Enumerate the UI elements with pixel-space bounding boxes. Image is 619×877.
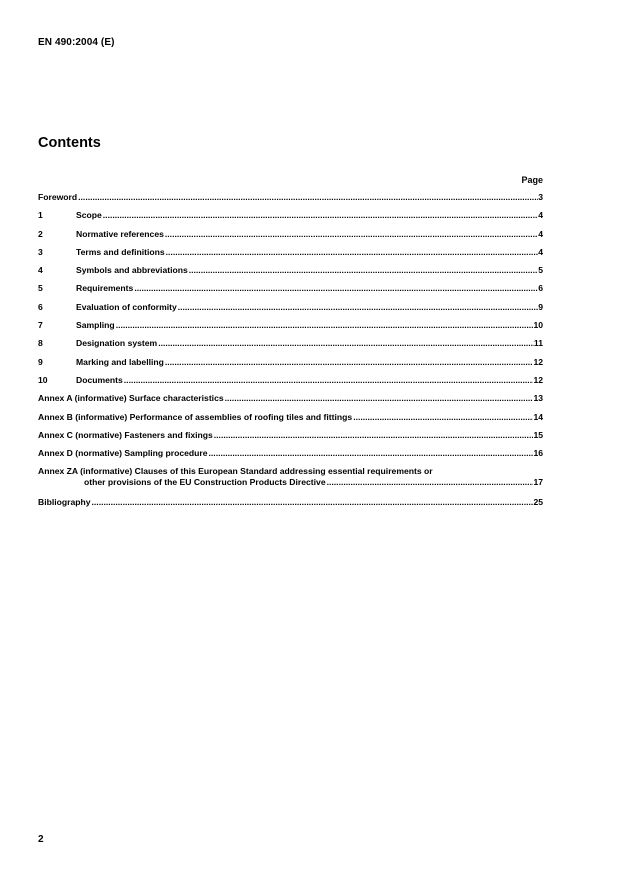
toc-leader-dots xyxy=(166,247,539,257)
toc-entry-page: 10 xyxy=(533,320,543,331)
toc-entry-number: 1 xyxy=(38,210,43,221)
toc-entry-annex-d[interactable] xyxy=(38,448,543,466)
toc-entry-title: Annex D (normative) Sampling procedure xyxy=(38,448,208,459)
toc-entry-title: Foreword xyxy=(38,192,78,202)
toc-entry-annex-c[interactable] xyxy=(38,430,543,448)
toc-entry-title: Annex C (normative) Fasteners and fixings xyxy=(38,429,213,440)
toc-entry-page: 17 xyxy=(533,477,543,488)
toc-entry-sampling[interactable] xyxy=(38,320,543,338)
toc-entry-number: 9 xyxy=(38,356,43,367)
toc-entry-number: 4 xyxy=(38,265,43,276)
toc-entry-title: Marking and labelling xyxy=(76,356,164,367)
toc-entry-title: Terms and definitions xyxy=(76,246,165,257)
toc-entry-title-block xyxy=(38,466,543,488)
toc-entry-page: 6 xyxy=(538,283,543,294)
toc-entry-title: Requirements xyxy=(76,283,134,294)
toc-entry-page: 15 xyxy=(533,429,543,440)
toc-entry-evaluation-of-conformity[interactable] xyxy=(38,302,543,320)
toc-entry-page: 4 xyxy=(538,246,543,257)
toc-leader-dots xyxy=(327,477,534,488)
toc-entry-number: 6 xyxy=(38,301,43,312)
toc-entry-page: 5 xyxy=(538,265,543,276)
toc-leader-dots xyxy=(189,265,538,275)
toc-entry-title-line2-row xyxy=(38,477,543,488)
toc-entry-designation-system[interactable] xyxy=(38,338,543,356)
toc-entry-title: Bibliography xyxy=(38,497,91,508)
toc-leader-dots xyxy=(225,393,534,403)
toc-entry-page: 3 xyxy=(538,192,543,202)
toc-entry-symbols-and-abbreviations[interactable] xyxy=(38,265,543,283)
table-of-contents xyxy=(38,192,543,516)
toc-leader-dots xyxy=(124,375,534,385)
toc-leader-dots xyxy=(214,430,534,440)
toc-leader-dots xyxy=(92,497,534,507)
toc-leader-dots xyxy=(178,302,538,312)
toc-entry-normative-references[interactable] xyxy=(38,229,543,247)
toc-leader-dots xyxy=(165,229,538,239)
toc-entry-documents[interactable] xyxy=(38,375,543,393)
toc-leader-dots xyxy=(165,357,534,367)
toc-entry-title: Normative references xyxy=(76,228,164,239)
toc-leader-dots xyxy=(78,192,538,202)
toc-entry-bibliography[interactable] xyxy=(38,497,543,515)
toc-entry-title: Documents xyxy=(76,374,123,385)
toc-entry-foreword[interactable] xyxy=(38,192,543,210)
toc-leader-dots xyxy=(103,210,538,220)
toc-entry-title: Scope xyxy=(76,210,102,221)
toc-entry-number: 3 xyxy=(38,246,43,257)
page-column-label: Page xyxy=(521,175,543,185)
toc-entry-title: Annex B (informative) Performance of assemblies of roofing tiles and fittings xyxy=(38,411,353,422)
toc-entry-page: 4 xyxy=(538,210,543,221)
toc-entry-page: 14 xyxy=(533,411,543,422)
toc-entry-title: Evaluation of conformity xyxy=(76,301,177,312)
toc-entry-terms-and-definitions[interactable] xyxy=(38,247,543,265)
toc-entry-page: 9 xyxy=(538,301,543,312)
toc-entry-annex-a[interactable] xyxy=(38,393,543,411)
page-number: 2 xyxy=(38,834,44,845)
toc-entry-page: 4 xyxy=(538,228,543,239)
toc-entry-annex-za[interactable] xyxy=(38,466,543,497)
toc-entry-number: 5 xyxy=(38,283,43,294)
toc-entry-title: Symbols and abbreviations xyxy=(76,265,188,276)
toc-entry-page: 11 xyxy=(533,338,543,349)
contents-heading: Contents xyxy=(38,135,101,151)
toc-entry-marking-and-labelling[interactable] xyxy=(38,357,543,375)
toc-leader-dots xyxy=(158,338,534,348)
toc-entry-page: 16 xyxy=(533,448,543,459)
toc-entry-number: 7 xyxy=(38,320,43,331)
toc-entry-title: Sampling xyxy=(76,320,115,331)
toc-entry-title: Designation system xyxy=(76,338,158,349)
toc-leader-dots xyxy=(209,448,534,458)
toc-entry-title-line1: Annex ZA (informative) Clauses of this European Standard addressing essential requirements or xyxy=(38,466,433,477)
toc-leader-dots xyxy=(116,320,534,330)
toc-entry-scope[interactable] xyxy=(38,210,543,228)
toc-leader-dots xyxy=(134,283,538,293)
document-id: EN 490:2004 (E) xyxy=(38,37,115,48)
toc-entry-number: 2 xyxy=(38,228,43,239)
toc-entry-page: 25 xyxy=(533,497,543,508)
toc-entry-number: 8 xyxy=(38,338,43,349)
toc-entry-annex-b[interactable] xyxy=(38,412,543,430)
toc-entry-page: 12 xyxy=(533,356,543,367)
toc-entry-title-line2: other provisions of the EU Construction Products Directive xyxy=(84,477,326,488)
toc-entry-title: Annex A (informative) Surface characteristics xyxy=(38,393,224,404)
toc-entry-number: 10 xyxy=(38,374,48,385)
toc-entry-page: 13 xyxy=(533,393,543,404)
toc-entry-page: 12 xyxy=(533,374,543,385)
toc-entry-requirements[interactable] xyxy=(38,283,543,301)
toc-leader-dots xyxy=(353,412,533,422)
